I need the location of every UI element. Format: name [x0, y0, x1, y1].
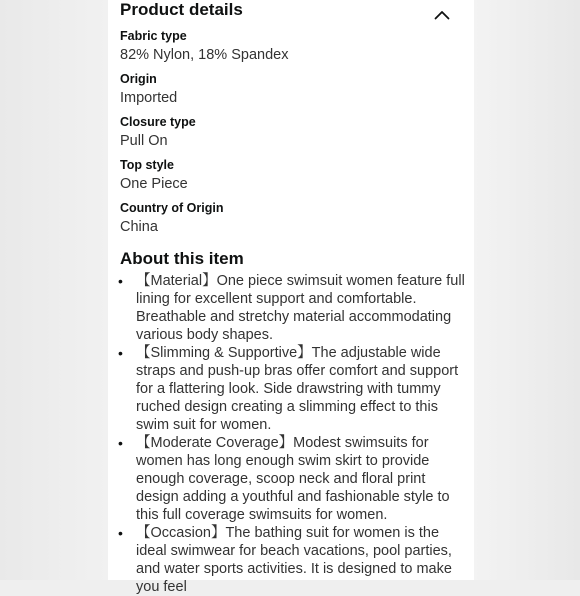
detail-label: Country of Origin [120, 201, 224, 215]
detail-label: Fabric type [120, 29, 187, 43]
detail-label: Top style [120, 158, 174, 172]
detail-label: Origin [120, 72, 157, 86]
detail-country-of-origin [120, 200, 223, 237]
detail-value: Imported [120, 90, 178, 106]
bullet-material: • 【Material】One piece swimsuit women feature full lining for excellent support and comfortable. Breathable and stretchy material accommodating various body shapes. [120, 272, 468, 344]
detail-label: Closure type [120, 115, 196, 129]
detail-value: Pull On [120, 133, 168, 149]
bullet-occasion: • 【Occasion】The bathing suit for women is the ideal swimwear for beach vacations, pool parties, and water sports activities. It is designed to make you feel [120, 524, 468, 596]
bullet-moderate-coverage: • 【Moderate Coverage】Modest swimsuits for women has long enough swim skirt to provide enough coverage, scoop neck and floral print design adding a youthful and fashionable style to this full coverage swimsuits for women. [120, 434, 468, 524]
chevron-up-icon [434, 10, 450, 20]
bullet-slimming-supportive: • 【Slimming & Supportive】The adjustable wide straps and push-up bras offer comfort and support for a flattering look. Side drawstring with tummy ruched design creating a slimming effect to this swim suit for women. [120, 344, 468, 434]
about-this-item-title: About this item [120, 249, 244, 268]
detail-closure-type [120, 114, 196, 151]
collapse-toggle[interactable] [430, 5, 454, 25]
detail-origin [120, 71, 177, 108]
background-left [0, 0, 108, 580]
detail-fabric-type [120, 28, 288, 65]
product-info-panel [108, 0, 474, 595]
detail-top-style [120, 157, 188, 194]
detail-value: One Piece [120, 176, 188, 192]
detail-value: 82% Nylon, 18% Spandex [120, 47, 289, 63]
background-right [474, 0, 580, 580]
product-details-title: Product details [120, 0, 243, 19]
detail-value: China [120, 219, 158, 235]
about-bullet-list [120, 272, 468, 596]
